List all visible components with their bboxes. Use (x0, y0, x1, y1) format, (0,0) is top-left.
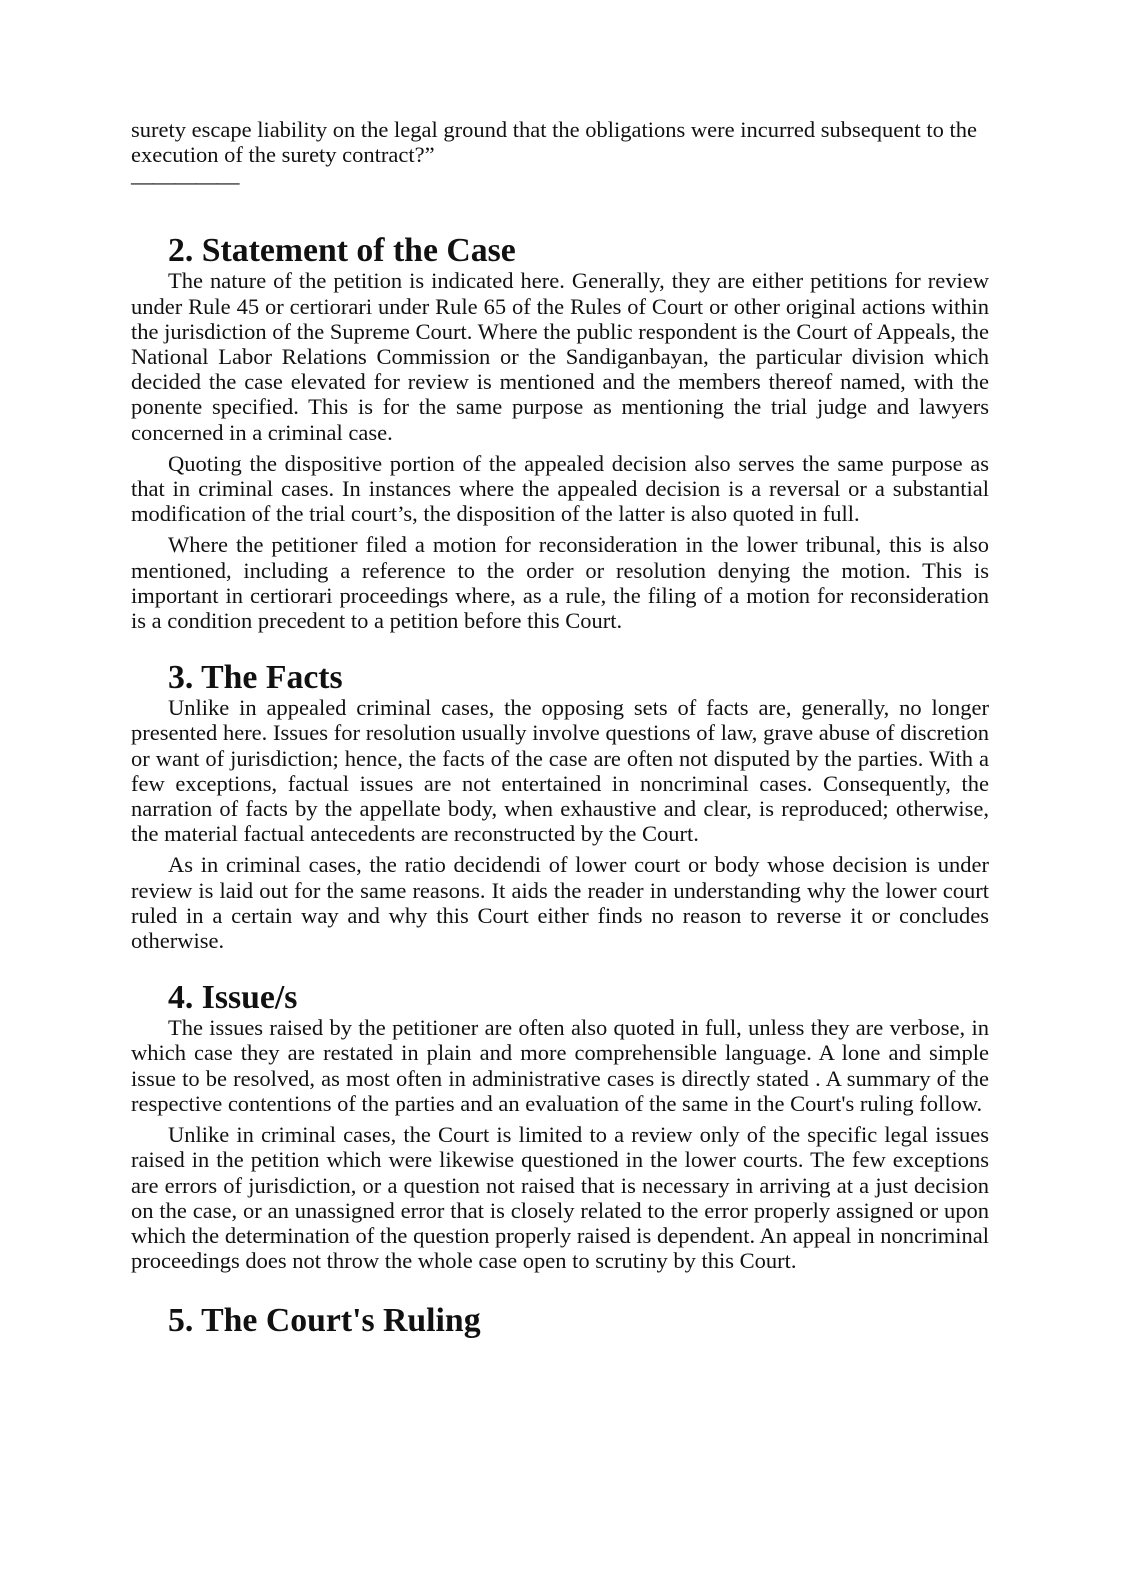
section-heading-courts-ruling: 5. The Court's Ruling (168, 1302, 481, 1340)
section-heading-issues: 4. Issue/s (168, 979, 298, 1017)
section-heading-statement-of-case: 2. Statement of the Case (168, 232, 516, 270)
divider-line: ————— (131, 169, 239, 195)
paragraph: The issues raised by the petitioner are often also quoted in full, unless they are verbose, in which case they are restated in plain and more comprehensible language. A lone and simple issue to be resolved, as most often in administrative cases is directly stated . A summary of the respective contentions of the parties and an evaluation of the same in the Court's ruling follow. (131, 1015, 989, 1116)
paragraph: Where the petitioner filed a motion for reconsideration in the lower tribunal, this is also mentioned, including a reference to the order or resolution denying the motion. This is important in certiorari proceedings where, as a rule, the filing of a motion for reconsideration is a condition precedent to a petition before this Court. (131, 532, 989, 634)
paragraph: Quoting the dispositive portion of the appealed decision also serves the same purpose as that in criminal cases. In instances where the appealed decision is a reversal or a substantial modification of the trial court’s, the disposition of the latter is also quoted in full. (131, 450, 989, 527)
section-heading-the-facts: 3. The Facts (168, 659, 343, 697)
paragraph: Unlike in appealed criminal cases, the opposing sets of facts are, generally, no longer presented here. Issues for resolution usually involve questions of law, grave abuse of discretion or want of jurisdiction; hence, the facts of the case are often not disputed by the parties. With a few exceptions, factual issues are not entertained in noncriminal cases. Consequently, the narration of facts by the appellate body, when exhaustive and clear, is reproduced; otherwise, the material factual antecedents are reconstructed by the Court. (131, 695, 989, 847)
document-page (131, 117, 989, 1340)
paragraph: Unlike in criminal cases, the Court is limited to a review only of the specific legal issues raised in the petition which were likewise questioned in the lower courts. The few exceptions are errors of jurisdiction, or a question not raised that is necessary in arriving at a just decision on the case, or an unassigned error that is closely related to the error properly assigned or upon which the determination of the question properly raised is dependent. An appeal in noncriminal proceedings does not throw the whole case open to scrutiny by this Court. (131, 1122, 989, 1274)
paragraph: The nature of the petition is indicated here. Generally, they are either petitions for review under Rule 45 or certiorari under Rule 65 of the Rules of Court or other original actions within the jurisdiction of the Supreme Court. Where the public respondent is the Court of Appeals, the National Labor Relations Commission or the Sandiganbayan, the particular division which decided the case elevated for review is mentioned and the members thereof named, with the ponente specified. This is for the same purpose as mentioning the trial judge and lawyers concerned in a criminal case. (131, 268, 989, 445)
paragraph: As in criminal cases, the ratio decidendi of lower court or body whose decision is under review is laid out for the same reasons. It aids the reader in understanding why the lower court ruled in a certain way and why this Court either finds no reason to reverse it or concludes otherwise. (131, 852, 989, 954)
intro-paragraph: surety escape liability on the legal ground that the obligations were incurred subsequent to the execution of the surety contract?” (131, 117, 978, 168)
